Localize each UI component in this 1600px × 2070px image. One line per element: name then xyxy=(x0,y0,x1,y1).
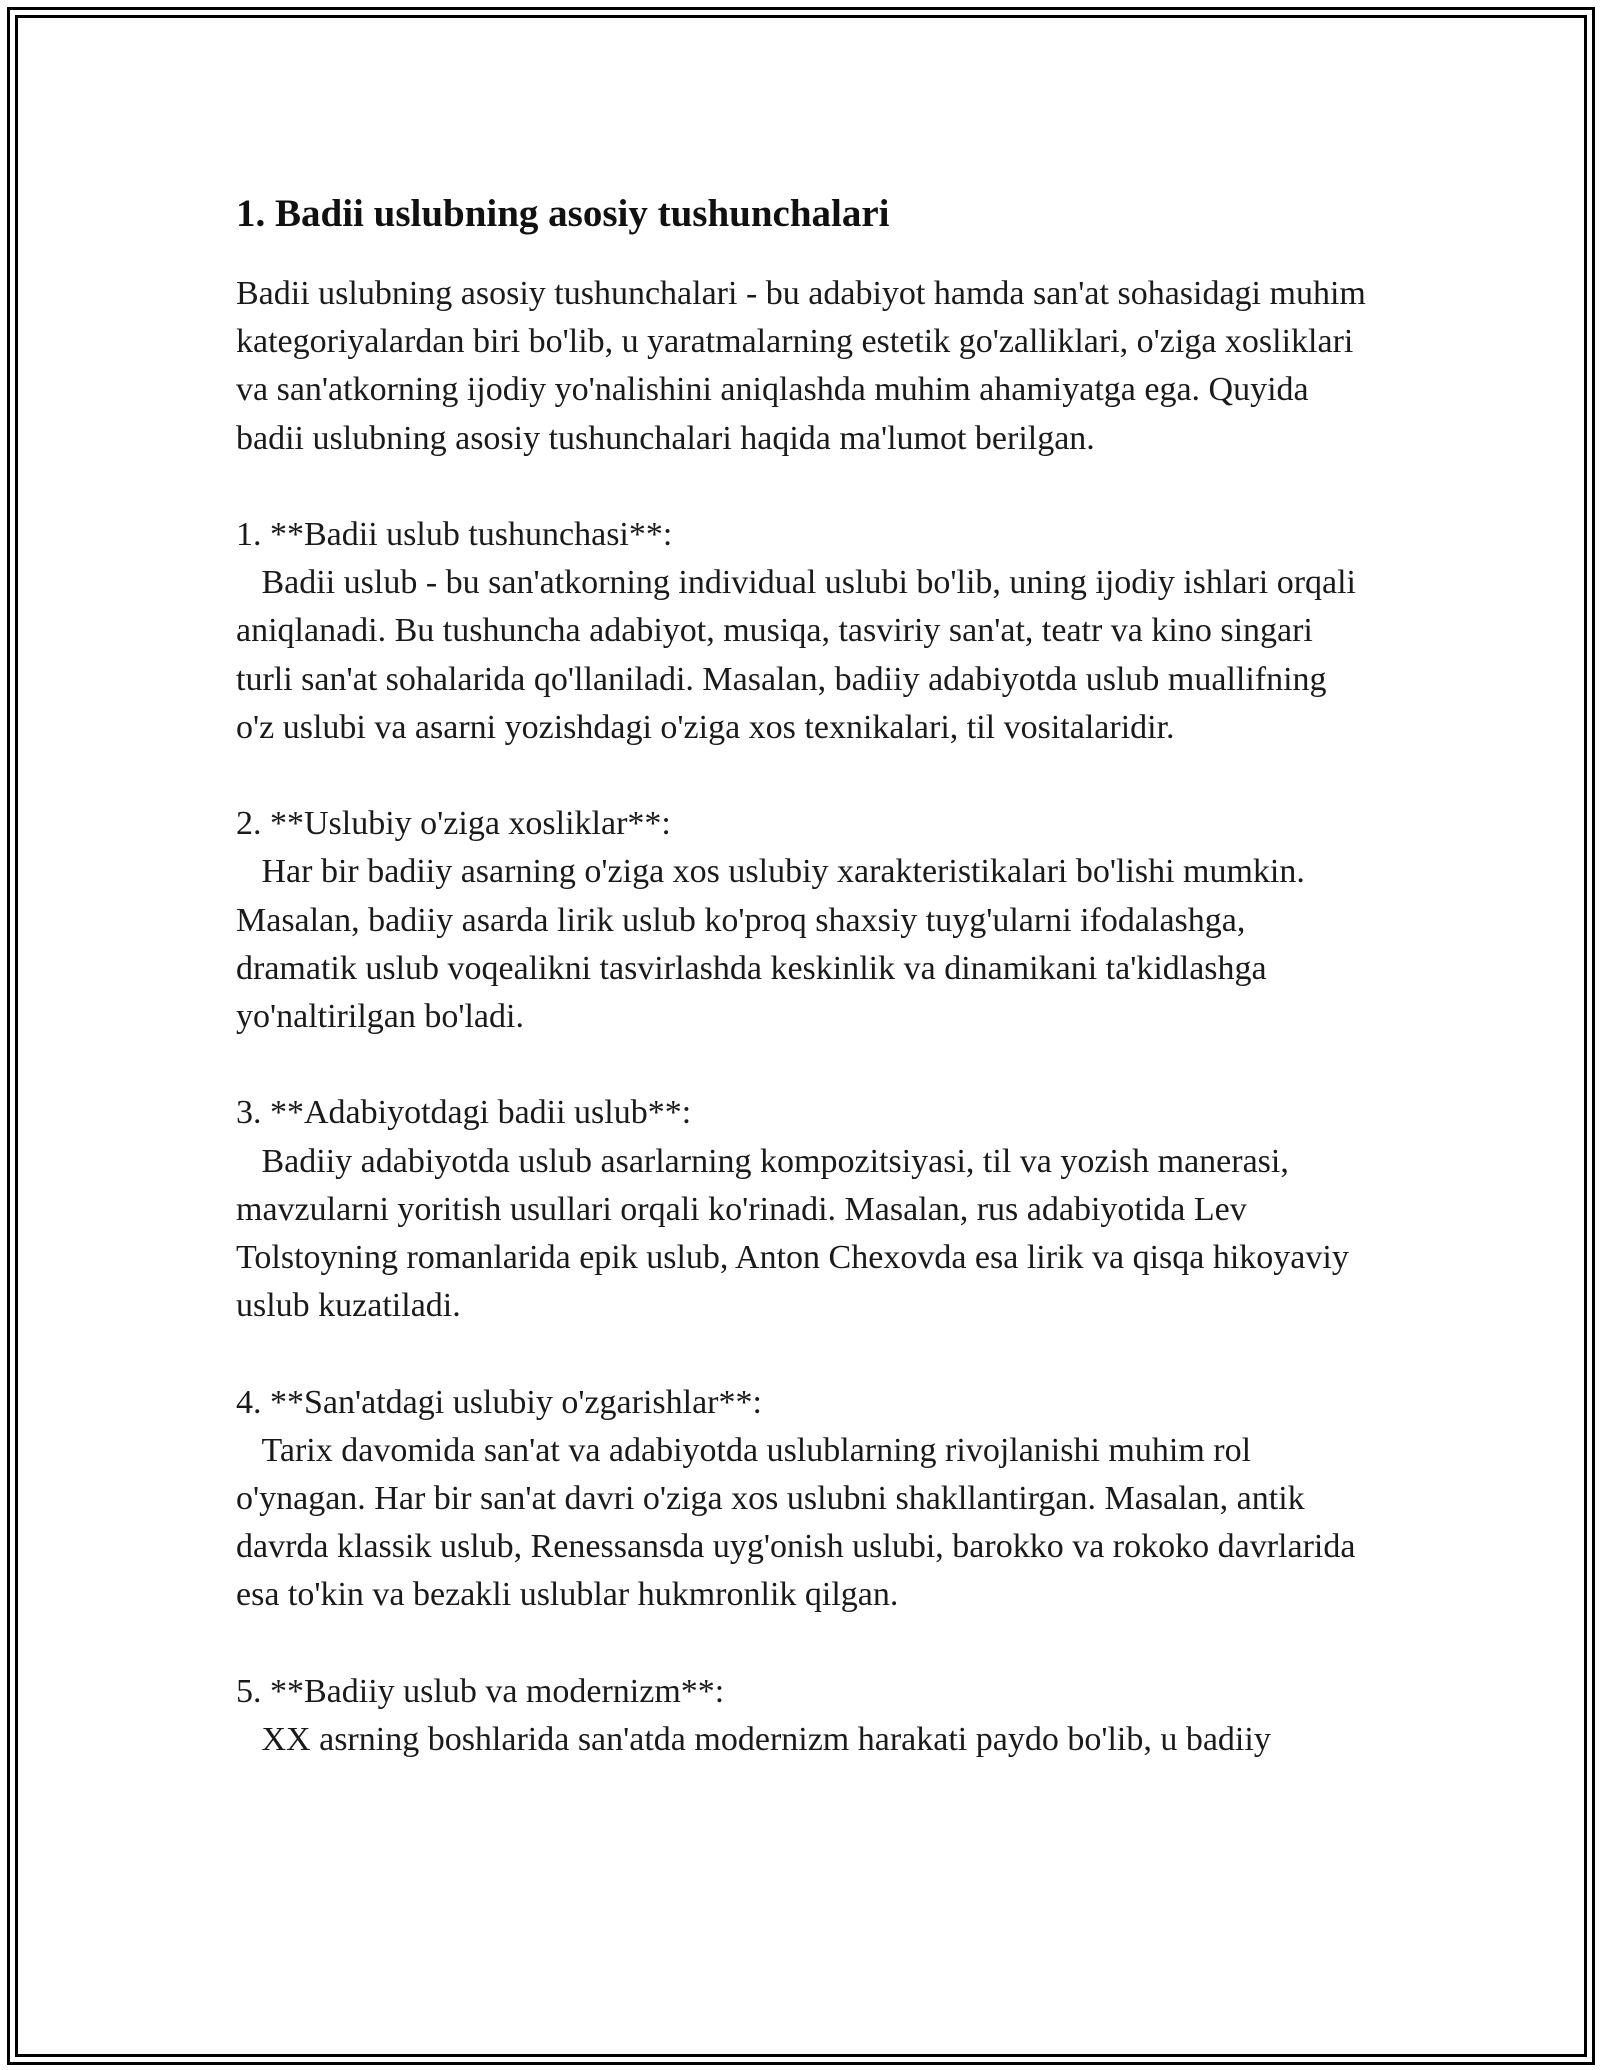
section-heading: 1. Badii uslubning asosiy tushunchalari xyxy=(236,192,890,235)
paragraph-spacer xyxy=(236,1041,1366,1089)
list-item xyxy=(236,800,1366,1041)
list-item-heading: 1. **Badii uslub tushunchasi**: xyxy=(236,516,673,553)
list-item-heading: 2. **Uslubiy o'ziga xosliklar**: xyxy=(236,805,671,843)
paragraph-spacer xyxy=(236,752,1366,800)
list-item-text: Tarix davomida san'at va adabiyotda uslublarning rivojlanishi muhim rol o'ynagan. Har bir san'at davri o'ziga xos uslubni shakllantirgan. Masalan, antik davrda klassik uslub, Renessansda uyg'onish uslubi, barokko va rokoko davrlarida esa to'kin va bezakli uslublar hukmronlik qilgan. xyxy=(236,1431,1364,1614)
list-item xyxy=(236,1089,1366,1330)
paragraph-spacer xyxy=(236,1330,1366,1378)
list-item-heading: 3. **Adabiyotdagi badii uslub**: xyxy=(236,1094,692,1132)
list-item-heading: 4. **San'atdagi uslubiy o'zgarishlar**: xyxy=(236,1383,762,1421)
paragraph-spacer xyxy=(236,463,1366,511)
list-item xyxy=(236,1379,1366,1620)
list-item xyxy=(236,1668,1366,1764)
list-item-text: Badii uslub - bu san'atkorning individual uslubi bo'lib, uning ijodiy ishlari orqali aniqlanadi. Bu tushuncha adabiyot, musiqa, tasviriy san'at, teatr va kino singari turli san'at sohalarida qo'llaniladi. Masalan, badiiy adabiyotda uslub muallifning o'z uslubi va asarni yozishdagi o'ziga xos texnikalari, til vositalaridir. xyxy=(236,564,1365,746)
intro-paragraph: Badii uslubning asosiy tushunchalari - bu adabiyot hamda san'at sohasidagi muhim kategoriyalardan biri bo'lib, u yaratmalarning estetik go'zalliklari, o'ziga xosliklari va san'atkorning ijodiy yo'nalishini aniqlashda muhim ahamiyatga ega. Quyida badii uslubning asosiy tushunchalari haqida ma'lumot berilgan. xyxy=(236,275,1375,457)
paragraph-spacer xyxy=(236,1620,1366,1668)
list-item-text: XX asrning boshlarida san'atda modernizm harakati paydo bo'lib, u badiiy xyxy=(236,1721,1271,1759)
list-item xyxy=(236,511,1366,752)
document-body xyxy=(236,186,1375,1764)
list-item-text: Har bir badiiy asarning o'ziga xos uslubiy xarakteristikalari bo'lishi mumkin. Masalan, badiiy asarda lirik uslub ko'proq shaxsiy tuyg'ularni ifodalashga, dramatik uslub voqealikni tasvirlashda keskinlik va dinamikani ta'kidlashga yo'naltirilgan bo'ladi. xyxy=(236,853,1314,1036)
list-item-heading: 5. **Badiiy uslub va modernizm**: xyxy=(236,1672,725,1710)
list-item-text: Badiiy adabiyotda uslub asarlarning kompozitsiyasi, til va yozish manerasi, mavzularni yoritish usullari orqali ko'rinadi. Masalan, rus adabiyotida Lev Tolstoyning romanlarida epik uslub, Anton Chexovda esa lirik va qisqa hikoyaviy uslub kuzatiladi. xyxy=(236,1142,1358,1325)
